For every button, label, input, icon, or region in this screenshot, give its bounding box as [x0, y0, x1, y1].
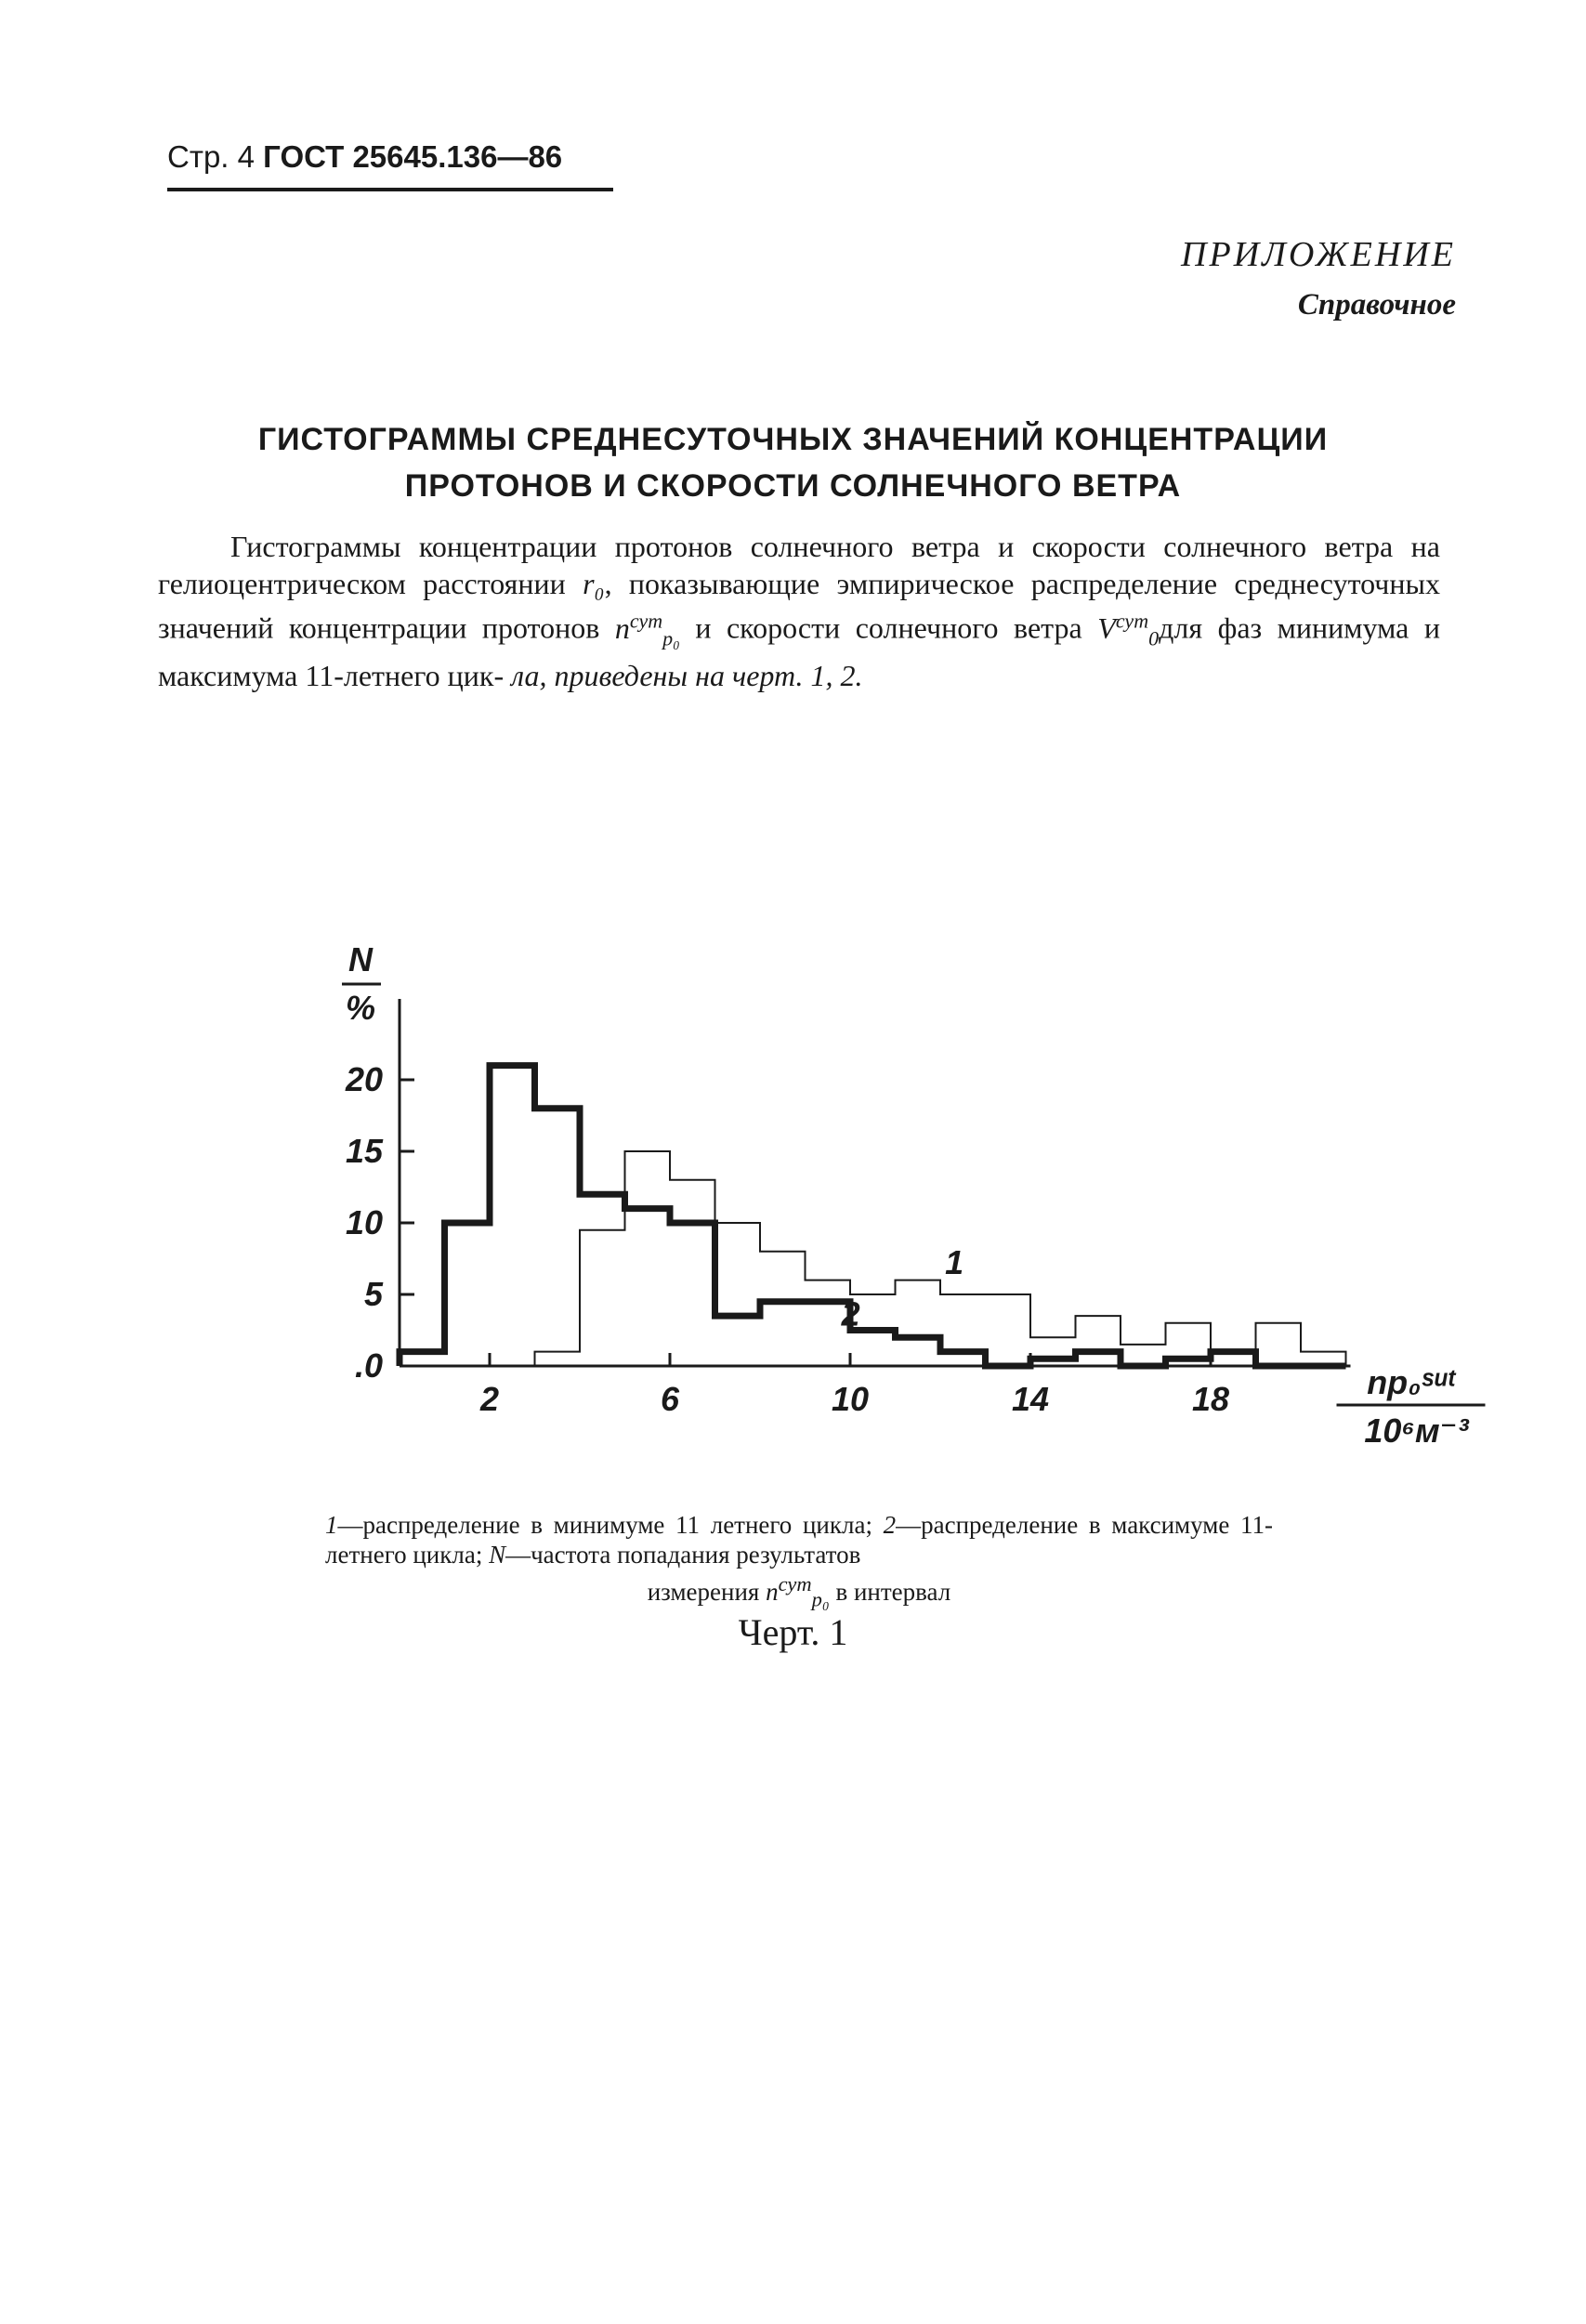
document-title	[0, 416, 1586, 509]
x-axis-label-bottom: 10⁶м⁻³	[1364, 1411, 1469, 1450]
y-tick-label: 20	[345, 1060, 383, 1098]
title-line-1: ГИСТОГРАММЫ СРЕДНЕСУТОЧНЫХ ЗНАЧЕНИЙ КОНЦЕНТРАЦИИ	[257, 422, 1329, 457]
body-text-2: , показывающие эмпирическое распределение среднесуточных значений концентрации протонов	[158, 567, 1441, 645]
series-2-bar	[715, 1316, 761, 1366]
standard-number: ГОСТ 25645.136—86	[263, 139, 563, 174]
series-2-bar	[1030, 1359, 1076, 1366]
series-2-bar	[670, 1223, 715, 1366]
body-text-3: и скорости солнечного ветра	[695, 611, 1082, 645]
series-1-bar	[986, 1294, 1031, 1366]
series-2-bar	[896, 1337, 941, 1366]
x-tick-label: 6	[660, 1380, 680, 1418]
body-text-5: ла, приведены на черт. 1, 2.	[511, 659, 863, 693]
body-text-4: для фаз минимума и максимума 11-летнего цик-	[158, 611, 1440, 693]
y-axis-label-top: N	[348, 940, 373, 978]
page-header	[167, 139, 613, 191]
series-2-bar	[445, 1223, 491, 1366]
x-tick-label: 2	[479, 1380, 500, 1418]
series-2-bar	[535, 1109, 581, 1366]
caption-num-2: 2	[883, 1511, 897, 1539]
caption-text-3: —частота попадания результатов	[505, 1541, 861, 1569]
page-number: Стр. 4	[167, 139, 255, 174]
caption-n-symbol: N	[489, 1541, 506, 1569]
header-text	[167, 139, 613, 175]
series-2-bar	[580, 1194, 625, 1366]
appendix-subtitle: Справочное	[1297, 288, 1456, 322]
body-paragraph	[158, 528, 1440, 694]
series-2-bar	[850, 1331, 896, 1367]
y-axis-label-bottom: %	[345, 989, 376, 1027]
series-2-bar	[400, 1352, 445, 1366]
series-2-bar	[1076, 1352, 1121, 1366]
x-tick-label: 10	[831, 1380, 870, 1418]
series-1-label: 1	[945, 1243, 964, 1282]
series-1-bar	[1256, 1323, 1302, 1366]
header-rule	[167, 188, 613, 191]
appendix-block	[1181, 234, 1456, 322]
figure-label: Черт. 1	[738, 1611, 848, 1653]
series-2-bar	[940, 1352, 986, 1366]
y-tick-label: 5	[363, 1275, 383, 1313]
series-2-bar	[490, 1066, 535, 1366]
title-line-2: ПРОТОНОВ И СКОРОСТИ СОЛНЕЧНОГО ВЕТРА	[404, 468, 1182, 504]
v-symbol: $V^{сут}_0$	[1097, 609, 1160, 650]
x-axis-label-top: np₀ˢᵘᵗ	[1367, 1363, 1455, 1401]
series-2-bar	[1211, 1352, 1256, 1366]
caption-text-2: —распределение в максимуме 11-летнего цикла;	[325, 1511, 1274, 1569]
x-tick-label: 18	[1191, 1380, 1230, 1418]
series-2-bar	[625, 1209, 671, 1366]
y-tick-label: .0	[354, 1346, 383, 1385]
caption-text-5: в интервал	[835, 1578, 951, 1606]
caption-text-4: измерения	[647, 1578, 760, 1606]
series-2-label: 2	[841, 1294, 860, 1333]
histogram-chart	[316, 762, 1469, 1496]
caption-text-1: —распределение в минимуме 11 летнего цикла;	[337, 1511, 872, 1539]
appendix-title: ПРИЛОЖЕНИЕ	[1181, 235, 1456, 274]
r0-symbol: r₀	[583, 567, 605, 600]
body-text-1: Гистограммы концентрации протонов солнечного ветра и скорости солнечного ветра на гелиоцентрическом расстоянии	[158, 530, 1440, 600]
chart-series	[400, 1066, 1346, 1366]
caption-n-sub: $n^{сут}_{p_0}$	[766, 1572, 830, 1611]
series-2-bar	[1166, 1359, 1212, 1366]
x-tick-label: 14	[1011, 1380, 1050, 1418]
y-tick-label: 10	[345, 1203, 383, 1241]
y-tick-label: 15	[345, 1132, 383, 1170]
caption-num-1: 1	[325, 1511, 338, 1539]
series-2-bar	[760, 1302, 806, 1366]
n-symbol: $n^{сут}_{p_0}$	[614, 609, 680, 650]
figure-caption	[325, 1510, 1273, 1614]
